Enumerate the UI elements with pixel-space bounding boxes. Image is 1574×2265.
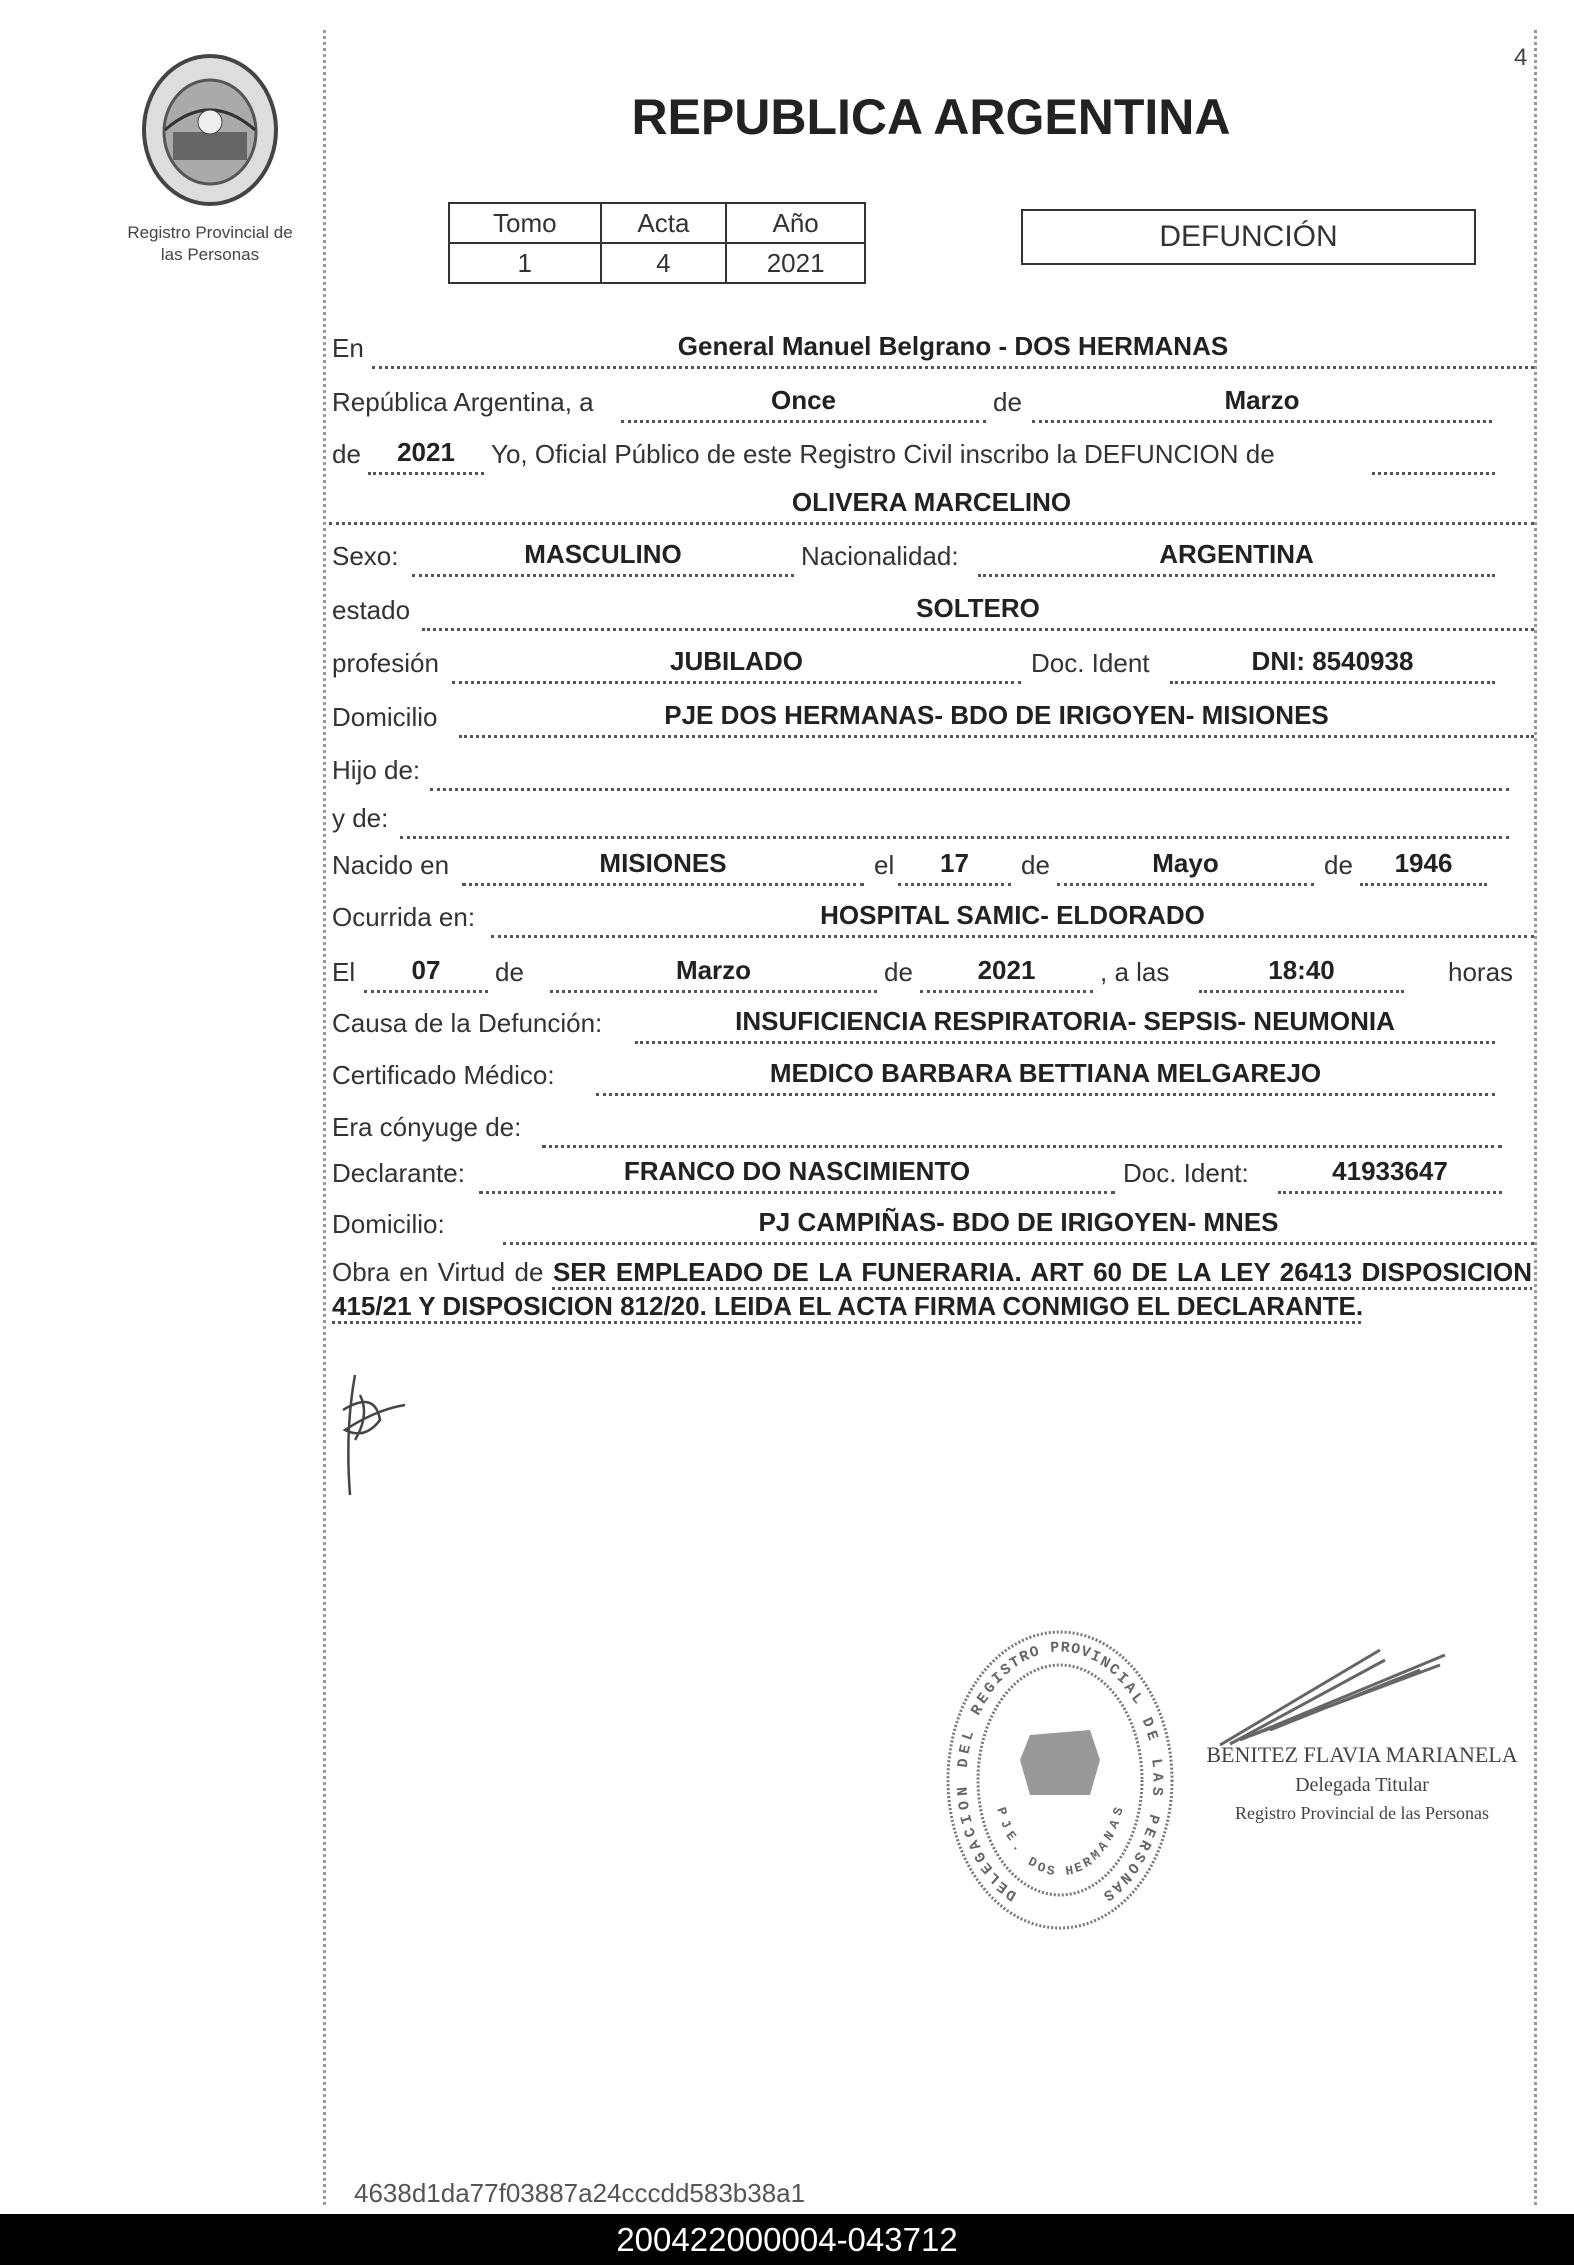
stamp-ring-letter: G [971,1848,991,1866]
field-declarante-doc: 41933647 [1278,1191,1502,1194]
stamp-inner-letter: D [1025,1854,1040,1871]
stamp-ring-letter: G [981,1679,1000,1698]
document-id: 200422000004-043712 [616,2221,958,2258]
stamp-ring-letter: I [1113,1669,1132,1689]
field-declarante-domicilio: PJ CAMPIÑAS- BDO DE IRIGOYEN- MNES [503,1242,1534,1245]
label-de: de [993,387,1022,417]
stamp-inner-letter: M [1088,1847,1104,1864]
stamp-ring-letter: O [1069,1640,1082,1659]
label-domicilio: Domicilio [332,702,438,732]
stamp-ring-letter: R [1017,1647,1032,1667]
label-nacionalidad: Nacionalidad: [801,541,959,571]
stamp-ring-letter: A [1108,1877,1126,1897]
label-domicilio: Domicilio: [332,1209,445,1239]
field-def-mes: Marzo [550,990,877,993]
stamp-ring-letter: P [1143,1812,1163,1826]
field-def-anio: 2021 [920,990,1093,993]
field-causa: INSUFICIENCIA RESPIRATORIA- SEPSIS- NEUMONIA [635,1041,1495,1044]
signer-title: Delegada Titular [1295,1774,1429,1796]
header-anio: Año [726,203,865,243]
stamp-inner-letter: J [997,1817,1015,1832]
value-tomo: 1 [449,243,601,283]
registry-name-line2: las Personas [160,245,260,264]
stamp-ring-letter: R [1060,1639,1071,1657]
stamp-inner-letter: N [1100,1828,1118,1844]
value-acta: 4 [601,243,727,283]
label-en: En [332,333,364,363]
label-doc-ident: Doc. Ident: [1123,1158,1249,1188]
label-el: El [332,957,356,987]
stamp-ring-letter: E [974,1690,993,1708]
obra-en-virtud-paragraph [332,1255,1532,1323]
stamp-ring-letter: O [1123,1858,1142,1877]
stamp-ring-letter: V [1079,1643,1093,1663]
field-mes: Marzo [1032,420,1492,423]
stamp-ring-letter: I [957,1812,977,1826]
label-declarante: Declarante: [332,1158,465,1188]
document-id-bar [0,2214,1574,2265]
field-estado: SOLTERO [422,628,1534,631]
stamp-ring-letter: I [988,1669,1007,1689]
field-ocurrida-en: HOSPITAL SAMIC- ELDORADO [491,935,1534,938]
field-declarante: FRANCO DO NASCIMIENTO [479,1191,1115,1194]
stamp-ring-letter: L [985,1868,1004,1888]
record-table [448,202,866,284]
stamp-inner-letter: O [1035,1859,1048,1877]
registry-name-line1: Registro Provincial de [127,223,293,242]
field-def-dia: 07 [364,990,488,993]
field-y-de [400,836,1509,839]
field-nac-mes: Mayo [1057,883,1314,886]
stamp-ring-letter: P [1049,1639,1060,1657]
field-hijo-de [430,788,1509,791]
label-horas: horas [1448,957,1514,987]
field-obra-en-virtud: SER EMPLEADO DE LA FUNERARIA. ART 60 DE LA LEY 26413 DISPOSICION 415/21 Y DISPOSICION 812/20. LEIDA EL ACTA FIRMA CONMIGO EL DECLARANTE. [332,1257,1532,1321]
stamp-ring-letter: D [1137,1714,1158,1731]
stamp-ring-letter: N [954,1786,973,1797]
label-a-las: , a las [1100,957,1170,987]
page-title: REPUBLICA ARGENTINA [631,89,1231,145]
official-stamp [940,1625,1180,1940]
label-sexo: Sexo: [332,541,399,571]
stamp-inner-letter: A [1105,1817,1123,1832]
stamp-ring-letter: L [1147,1757,1166,1769]
field-sexo: MASCULINO [412,574,794,577]
label-estado: estado [332,595,411,625]
label-de: de [1324,850,1353,880]
field-anio: 2021 [368,472,484,475]
stamp-ring-letter: D [954,1757,973,1769]
label-conyuge: Era cónyuge de: [332,1112,522,1142]
stamp-ring-letter: S [1100,1884,1117,1904]
signer-org: Registro Provincial de las Personas [1235,1803,1489,1823]
stamp-inner-letter: S [1045,1862,1056,1879]
stamp-ring-letter: D [1003,1884,1020,1904]
field-nac-anio: 1946 [1360,883,1487,886]
field-certificado: MEDICO BARBARA BETTIANA MELGAREJO [596,1093,1495,1096]
stamp-emblem [1020,1730,1100,1795]
stamp-inner-letter: . [1009,1838,1026,1855]
stamp-inner-letter: A [1094,1838,1111,1855]
label-ocurrida-en: Ocurrida en: [332,902,476,932]
stamp-ring-letter: L [1127,1690,1146,1708]
stamp-ring-letter: C [961,1824,981,1840]
stamp-ring-letter: A [1148,1772,1166,1782]
stamp-ring-letter: N [1116,1868,1135,1888]
stamp-ring-letter: S [1147,1786,1166,1797]
label-de: de [495,957,524,987]
stamp-inner-letter: R [1080,1854,1095,1871]
stamp-ring-letter: R [1134,1836,1155,1853]
document-type-box: DEFUNCIÓN [1021,209,1476,265]
field-nacionalidad: ARGENTINA [978,574,1495,577]
stamp-ring-letter: E [994,1877,1012,1897]
stamp-inner-letter: E [1072,1859,1085,1877]
official-signature [1210,1640,1450,1755]
stamp-inner-letter: P [993,1805,1011,1818]
stamp-ring-letter: E [978,1858,997,1877]
label-de: de [884,957,913,987]
field-dia: Once [621,420,986,423]
label-hijo-de: Hijo de: [332,755,421,785]
stamp-ring-letter: E [1139,1824,1159,1840]
label-nacido-en: Nacido en [332,850,450,880]
field-conyuge [542,1145,1502,1148]
field-nacido-en: MISIONES [462,883,864,886]
stamp-ring-letter: S [1129,1848,1149,1866]
stamp-ring-letter: L [959,1728,979,1743]
field-nombre: OLIVERA MARCELINO [329,522,1534,525]
label-doc-ident: Doc. Ident [1031,648,1150,678]
field-doc-ident: DNI: 8540938 [1170,681,1495,684]
stamp-ring-letter: E [1141,1728,1161,1743]
field-nac-dia: 17 [898,883,1011,886]
label-yo: Yo, Oficial Público de este Registro Civil inscribo la DEFUNCION de [491,439,1275,469]
field-profesion: JUBILADO [452,681,1021,684]
document-hash: 4638d1da77f03887a24cccdd583b38a1 [354,2178,806,2208]
value-anio: 2021 [726,243,865,283]
stamp-ring-letter: S [997,1660,1015,1680]
stamp-inner-letter: H [1064,1862,1075,1879]
label-obra: Obra en Virtud de [332,1257,544,1287]
stamp-ring-letter: R [968,1702,988,1719]
label-profesion: profesión [332,648,439,678]
header-tomo: Tomo [449,203,601,243]
label-de: de [1021,850,1050,880]
stamp-ring-letter: N [1096,1653,1113,1673]
stamp-ring-letter: O [1027,1643,1041,1663]
field-blank [1372,472,1495,475]
right-margin-line [1534,30,1537,2205]
label-y-de: y de: [332,803,389,833]
stamp-inner-letter: S [1109,1805,1127,1818]
stamp-ring-letter: T [1007,1653,1024,1673]
signer-name: BENITEZ FLAVIA MARIANELA [1206,1742,1518,1767]
stamp-ring-letter: I [1088,1647,1103,1667]
stamp-ring-letter: E [956,1742,976,1756]
page-number: 4 [1514,44,1528,71]
stamp-ring-letter: O [955,1799,975,1812]
left-margin-line [323,30,326,2205]
header-acta: Acta [601,203,727,243]
field-domicilio: PJE DOS HERMANAS- BDO DE IRIGOYEN- MISIONES [459,735,1534,738]
label-el: el [874,850,895,880]
declarant-signature [335,1370,435,1505]
stamp-ring-letter: A [965,1836,986,1853]
field-lugar: General Manuel Belgrano - DOS HERMANAS [372,366,1534,369]
stamp-ring-letter: A [1120,1679,1139,1698]
label-certificado: Certificado Médico: [332,1060,555,1090]
field-def-hora: 18:40 [1199,990,1404,993]
label-causa: Causa de la Defunción: [332,1008,603,1038]
stamp-ring-letter: C [1105,1660,1123,1680]
stamp-inner-letter: E [1002,1828,1020,1844]
label-republica: República Argentina, a [332,387,594,417]
label-de: de [332,439,361,469]
